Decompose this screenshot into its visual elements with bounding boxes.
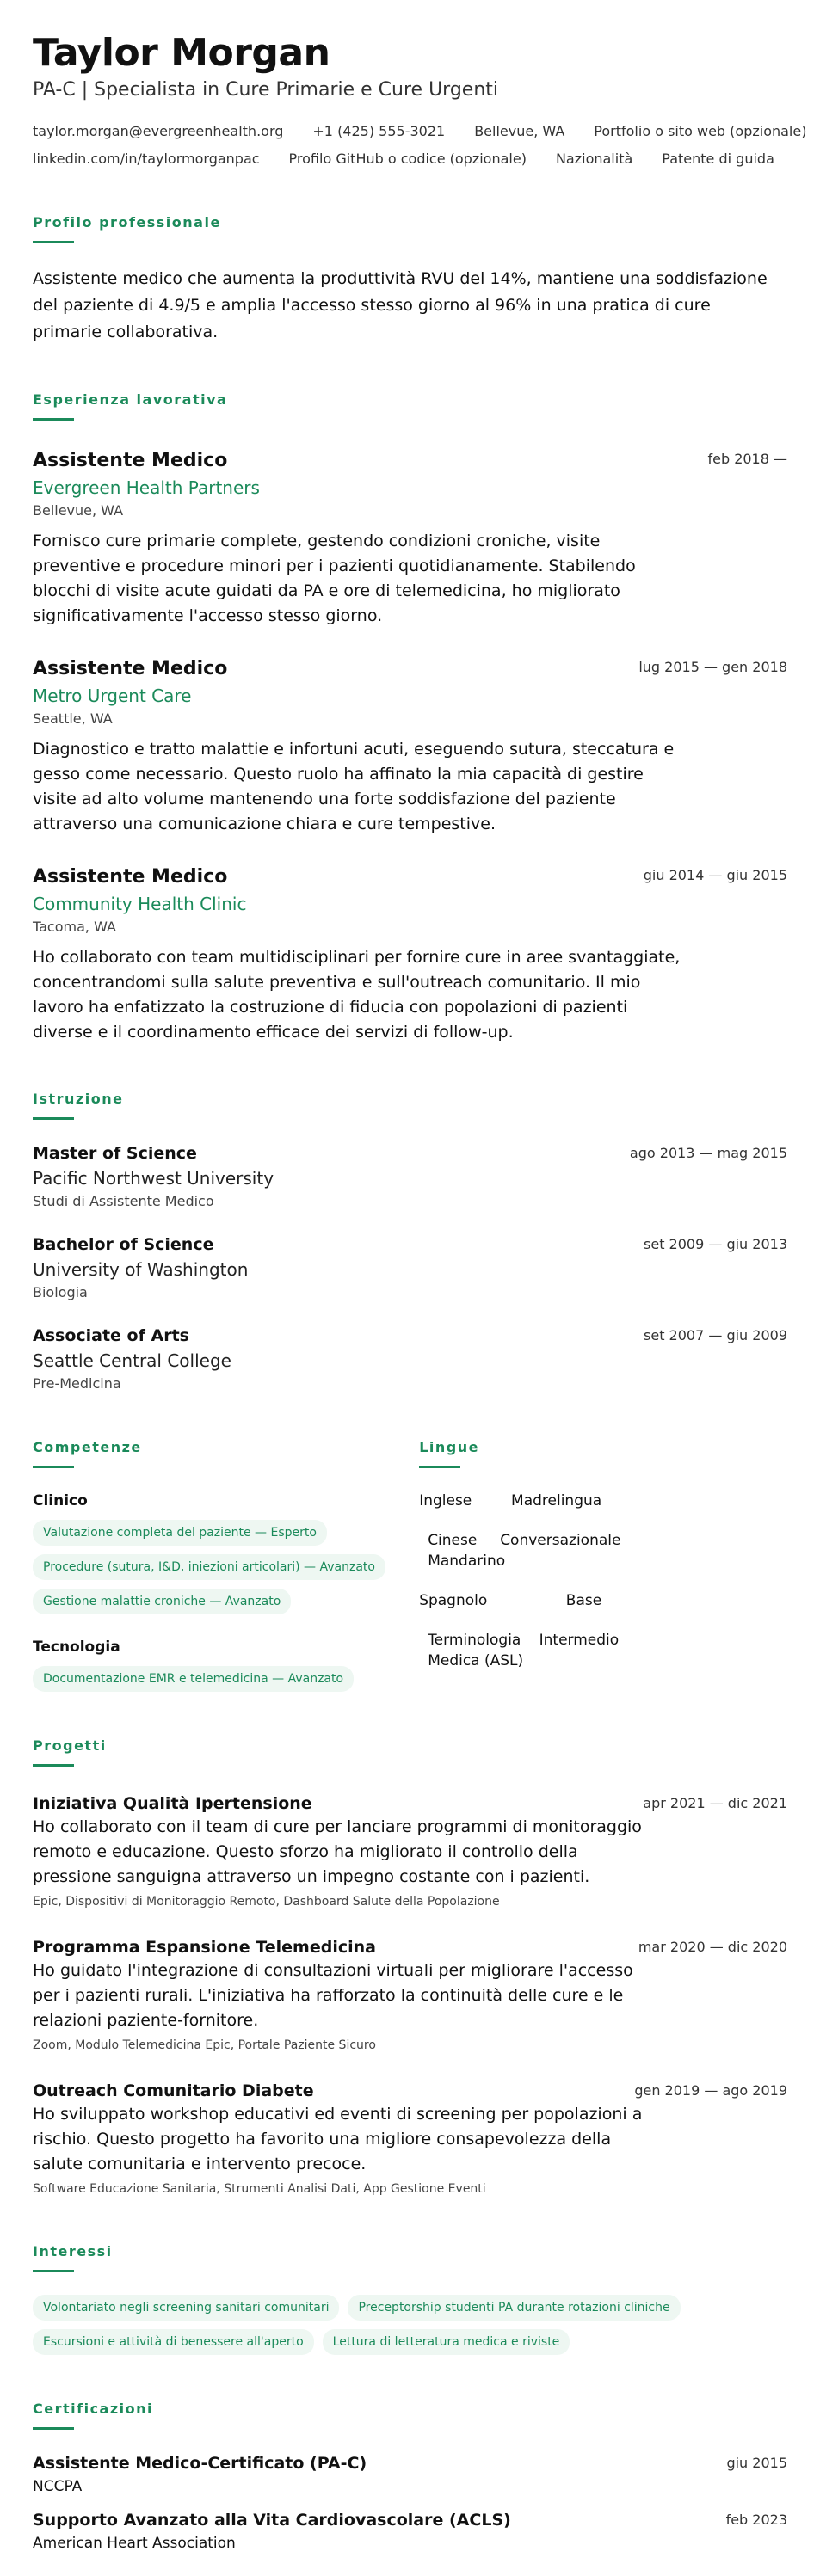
job-entry (33, 448, 787, 629)
degree: Master of Science (33, 1144, 197, 1163)
job-description: Ho collaborato con team multidisciplinari per fornire cure in aree svantaggiate, concentrandomi sulla salute preventiva e sull'outreach comunitario. Il mio lavoro ha enfatizzato la costruzione di fiducia con popolazioni di pazienti diverse e il coordinamento efficace dei servizi di follow-up. (33, 948, 681, 1042)
skill-chip-group (33, 1520, 419, 1614)
job-location: Seattle, WA (33, 710, 113, 727)
skill-chip: Documentazione EMR e telemedicina — Avanzato (33, 1666, 354, 1692)
language-level: Intermedio (539, 1632, 620, 1649)
job-company: Community Health Clinic (33, 894, 247, 914)
language-name: Spagnolo (419, 1592, 488, 1609)
project-title: Outreach Comunitario Diabete (33, 2081, 314, 2100)
certification-name: Supporto Avanzato alla Vita Cardiovascolare (ACLS) (33, 2511, 511, 2530)
language-item (419, 1491, 601, 1511)
job-location: Bellevue, WA (33, 502, 124, 519)
section-divider (33, 2270, 74, 2272)
language-item (428, 1630, 619, 1671)
project-description: Ho collaborato con il team di cure per lanciare programmi di monitoraggio remoto e educazione. Questo sforzo ha migliorato il controllo della pressione sanguigna attraverso un impegno costante con i pazienti. (33, 1817, 642, 1886)
interest-chip: Escursioni e attività di benessere all'aperto (33, 2329, 314, 2355)
section-divider (33, 2427, 74, 2430)
job-dates: lug 2015 — gen 2018 (638, 659, 787, 675)
project-technologies: Zoom, Modulo Telemedicina Epic, Portale Paziente Sicuro (33, 2038, 376, 2052)
contact-license: Patente di guida (662, 151, 774, 167)
certification-name: Assistente Medico-Certificato (PA-C) (33, 2454, 367, 2473)
contact-phone[interactable]: +1 (425) 555-3021 (312, 123, 446, 139)
certifications-section (33, 2400, 787, 2554)
project-description: Ho guidato l'integrazione di consultazioni virtuali per migliorare l'accesso per i pazienti rurali. L'iniziativa ha rafforzato la continuità delle cure e le relazioni paziente-fornitore. (33, 1961, 633, 2030)
job-dates: giu 2014 — giu 2015 (643, 867, 787, 883)
language-name: Terminologia Medica (ASL) (428, 1632, 524, 1669)
skill-chip: Gestione malattie croniche — Avanzato (33, 1589, 291, 1614)
education-section (33, 1090, 787, 1393)
job-title: Assistente Medico (33, 450, 228, 471)
project-entry (33, 2080, 787, 2198)
contact-list (33, 122, 807, 169)
certification-entry (33, 2452, 787, 2497)
project-entry (33, 1936, 787, 2054)
education-entry (33, 1325, 787, 1393)
language-item (419, 1590, 601, 1611)
job-description: Diagnostico e tratto malattie e infortuni acuti, eseguendo sutura, steccatura e gesso come necessario. Questo ruolo ha affinato la mia capacità di gestire visite ad alto volume mantenendo una forte soddisfazione del paziente attraverso una comunicazione chiara e cure tempestive. (33, 740, 675, 833)
skills-section (33, 1438, 419, 1692)
skill-chip: Valutazione completa del paziente — Esperto (33, 1520, 327, 1546)
certification-issuer: NCCPA (33, 2478, 83, 2495)
school: Seattle Central College (33, 1350, 231, 1371)
project-title: Programma Espansione Telemedicina (33, 1938, 376, 1957)
language-name: Inglese (419, 1492, 472, 1509)
project-title: Iniziativa Qualità Ipertensione (33, 1794, 312, 1813)
project-entry (33, 1792, 787, 1910)
skill-chip-group (33, 1666, 419, 1692)
language-level: Base (565, 1592, 602, 1609)
education-dates: ago 2013 — mag 2015 (629, 1145, 787, 1161)
section-divider (33, 1466, 74, 1468)
skill-chip: Procedure (sutura, I&D, iniezioni articolari) — Avanzato (33, 1554, 385, 1580)
job-location: Tacoma, WA (33, 919, 116, 935)
language-level: Conversazionale (500, 1532, 621, 1549)
education-entry (33, 1233, 787, 1302)
certification-date: feb 2023 (725, 2511, 787, 2528)
job-title: Assistente Medico (33, 866, 228, 888)
project-technologies: Epic, Dispositivi di Monitoraggio Remoto, Dashboard Salute della Popolazione (33, 1895, 500, 1909)
project-dates: apr 2021 — dic 2021 (643, 1795, 787, 1811)
contact-email[interactable]: taylor.morgan@evergreenhealth.org (33, 123, 284, 139)
field-of-study: Pre-Medicina (33, 1375, 121, 1392)
interest-chip-group (33, 2295, 721, 2355)
degree: Bachelor of Science (33, 1235, 214, 1254)
section-divider (33, 1117, 74, 1120)
interests-section (33, 2242, 787, 2355)
education-dates: set 2007 — giu 2009 (644, 1327, 787, 1343)
section-title: Certificazioni (33, 2401, 154, 2417)
job-entry (33, 656, 787, 837)
section-title: Istruzione (33, 1091, 124, 1107)
job-company: Evergreen Health Partners (33, 477, 260, 498)
section-title: Competenze (33, 1439, 142, 1455)
certification-issuer: American Heart Association (33, 2535, 236, 2552)
section-title: Lingue (419, 1439, 479, 1455)
contact-location: Bellevue, WA (474, 123, 565, 139)
contact-github[interactable]: Profilo GitHub o codice (opzionale) (288, 151, 527, 167)
education-dates: set 2009 — giu 2013 (644, 1236, 787, 1252)
summary-text: Assistente medico che aumenta la produttività RVU del 14%, mantiene una soddisfazione del paziente di 4.9/5 e amplia l'accesso stesso giorno al 96% in una pratica di cure primarie collaborativa. (33, 269, 768, 341)
section-title: Profilo professionale (33, 214, 221, 231)
contact-linkedin[interactable]: linkedin.com/in/taylormorganpac (33, 151, 260, 167)
language-name: Cinese Mandarino (428, 1532, 506, 1570)
interest-chip: Lettura di letteratura medica e riviste (323, 2329, 570, 2355)
job-entry (33, 864, 787, 1045)
job-description: Fornisco cure primarie complete, gestendo condizioni croniche, visite preventive e procedure minori per i pazienti quotidianamente. Stabilendo blocchi di visite acute guidati da PA e ore di telemedicina, ho migliorato significativamente l'accesso stesso giorno. (33, 532, 636, 625)
resume-header (33, 31, 807, 169)
section-title: Esperienza lavorativa (33, 391, 228, 408)
projects-section (33, 1737, 787, 2198)
project-dates: mar 2020 — dic 2020 (638, 1939, 787, 1955)
section-divider (33, 241, 74, 243)
school: Pacific Northwest University (33, 1168, 274, 1189)
section-divider (419, 1466, 460, 1468)
field-of-study: Studi di Assistente Medico (33, 1193, 214, 1209)
field-of-study: Biologia (33, 1284, 88, 1300)
education-entry (33, 1142, 787, 1211)
contact-portfolio[interactable]: Portfolio o sito web (opzionale) (594, 123, 807, 139)
language-item (428, 1530, 619, 1571)
language-level: Madrelingua (511, 1492, 602, 1509)
project-description: Ho sviluppato workshop educativi ed eventi di screening per popolazioni a rischio. Questo progetto ha favorito una migliore consapevolezza della salute comunitaria e intervento precoce. (33, 2105, 643, 2173)
languages-section (419, 1438, 787, 1692)
candidate-headline: PA-C | Specialista in Cure Primarie e Cure Urgenti (33, 79, 499, 101)
skill-category: Tecnologia (33, 1638, 120, 1656)
job-dates: feb 2018 — (707, 451, 787, 467)
skills-languages-row (33, 1438, 787, 1692)
project-technologies: Software Educazione Sanitaria, Strumenti Analisi Dati, App Gestione Eventi (33, 2182, 486, 2196)
job-title: Assistente Medico (33, 658, 228, 679)
interest-chip: Preceptorship studenti PA durante rotazioni cliniche (348, 2295, 680, 2321)
language-list (419, 1491, 787, 1671)
skill-category: Clinico (33, 1492, 88, 1509)
summary-section (33, 213, 787, 346)
section-title: Interessi (33, 2243, 113, 2259)
contact-nationality: Nazionalità (555, 151, 633, 167)
experience-section (33, 390, 787, 1045)
section-divider (33, 1764, 74, 1767)
certification-entry (33, 2509, 787, 2554)
section-title: Progetti (33, 1737, 107, 1754)
candidate-name: Taylor Morgan (33, 31, 330, 75)
job-company: Metro Urgent Care (33, 685, 192, 706)
certification-date: giu 2015 (726, 2455, 787, 2471)
project-dates: gen 2019 — ago 2019 (634, 2082, 787, 2099)
school: University of Washington (33, 1259, 249, 1280)
degree: Associate of Arts (33, 1326, 189, 1345)
section-divider (33, 418, 74, 421)
interest-chip: Volontariato negli screening sanitari comunitari (33, 2295, 339, 2321)
